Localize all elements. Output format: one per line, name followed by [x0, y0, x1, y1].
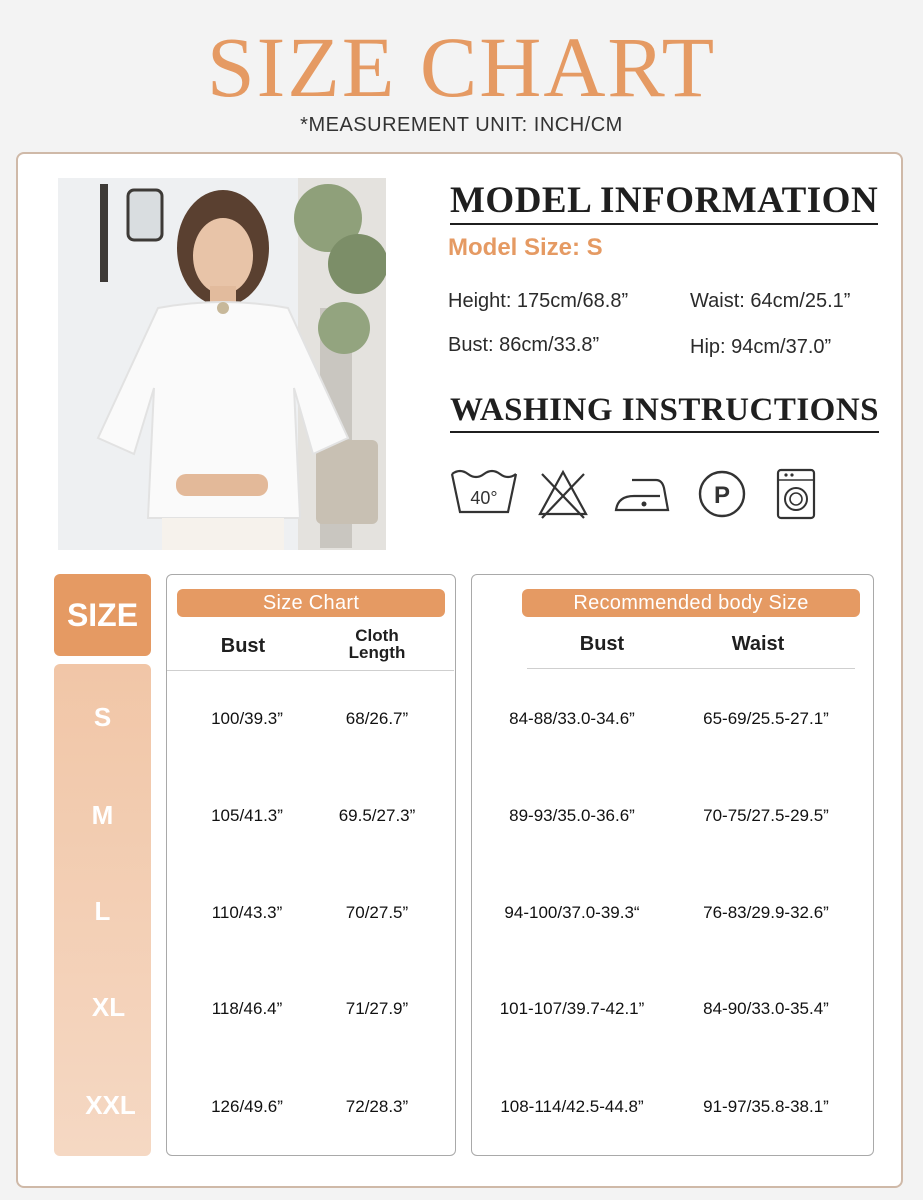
size-label-xl: XL — [91, 992, 126, 1022]
size-chart-length-header — [327, 627, 427, 661]
recommended-waist-m: 70-75/27.5-29.5” — [703, 806, 829, 825]
recommended-waist-header: Waist — [731, 633, 785, 655]
recommended-size-panel — [471, 574, 874, 1156]
no-bleach-icon — [536, 466, 590, 522]
recommended-bust-s: 84-88/33.0-34.6” — [509, 709, 635, 728]
model-bust: Bust: 86cm/33.8” — [448, 334, 600, 356]
size-chart-length-s: 68/26.7” — [345, 709, 409, 728]
iron-low-icon — [612, 466, 672, 518]
recommended-bust-l: 94-100/37.0-39.3“ — [504, 903, 640, 922]
size-chart-bust-l: 110/43.3” — [211, 903, 283, 922]
recommended-bust-xl: 101-107/39.7-42.1” — [499, 999, 645, 1018]
size-column-header: SIZE — [54, 574, 151, 656]
recommended-waist-s: 65-69/25.5-27.1” — [703, 709, 829, 728]
size-label-l: L — [94, 896, 111, 926]
size-chart-bust-xxl: 126/49.6” — [211, 1097, 283, 1116]
recommended-size-title: Recommended body Size — [522, 589, 860, 617]
page-title: SIZE CHART — [206, 19, 717, 115]
size-chart-bust-header: Bust — [220, 635, 266, 657]
wash-temp-label: 40° — [470, 488, 498, 508]
model-hip: Hip: 94cm/37.0” — [690, 336, 832, 358]
recommended-waist-xxl: 91-97/35.8-38.1” — [703, 1097, 829, 1116]
dry-clean-p-icon — [696, 466, 748, 518]
size-chart-bust-m: 105/41.3” — [211, 806, 283, 825]
size-chart-length-l: 70/27.5” — [345, 903, 409, 922]
model-photo — [58, 178, 386, 550]
size-label-m: M — [91, 800, 114, 830]
size-chart-length-xxl: 72/28.3” — [345, 1097, 409, 1116]
model-height: Height: 175cm/68.8” — [448, 290, 629, 312]
size-chart-bust-s: 100/39.3” — [211, 709, 283, 728]
size-label-s: S — [93, 702, 112, 732]
size-column — [54, 664, 151, 1156]
tumble-dry-icon — [774, 466, 818, 522]
size-chart-length-header-line1: Cloth — [355, 626, 399, 645]
recommended-waist-l: 76-83/29.9-32.6” — [703, 903, 829, 922]
size-chart-length-m: 69.5/27.3” — [338, 806, 416, 825]
recommended-bust-xxl: 108-114/42.5-44.8” — [500, 1097, 644, 1116]
model-information-heading: MODEL INFORMATION — [450, 182, 878, 225]
model-waist: Waist: 64cm/25.1” — [690, 290, 851, 312]
size-chart-length-header-line2: Length — [348, 643, 406, 662]
measurement-unit-note: *MEASUREMENT UNIT: INCH/CM — [300, 114, 623, 136]
size-chart-header-divider — [167, 670, 454, 671]
size-label-xxl: XXL — [85, 1090, 136, 1120]
size-chart-length-xl: 71/27.9” — [345, 999, 409, 1018]
recommended-waist-xl: 84-90/33.0-35.4” — [703, 999, 829, 1018]
wash-40-icon — [448, 466, 520, 518]
recommended-bust-header: Bust — [579, 633, 625, 655]
size-chart-title: Size Chart — [177, 589, 445, 617]
size-chart-bust-xl: 118/46.4” — [211, 999, 283, 1018]
model-size: Model Size: S — [448, 234, 603, 261]
recommended-header-divider — [527, 668, 855, 669]
recommended-bust-m: 89-93/35.0-36.6” — [509, 806, 635, 825]
washing-instructions-heading: WASHING INSTRUCTIONS — [450, 394, 879, 433]
dry-clean-letter: P — [713, 482, 731, 509]
washing-icons — [448, 466, 828, 526]
size-chart-panel — [166, 574, 456, 1156]
